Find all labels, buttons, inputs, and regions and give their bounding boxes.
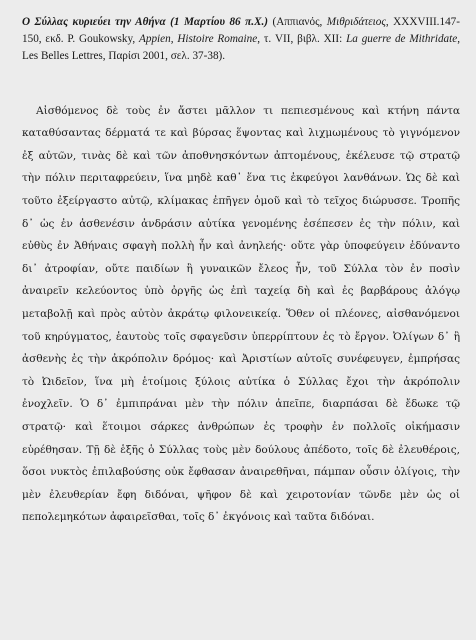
citation-source-pre: (Αππιανός, bbox=[268, 16, 327, 28]
citation-source-post: , Les Belles Lettres, Παρίσι 2001, σελ. 37-38). bbox=[22, 33, 461, 63]
citation bbox=[22, 14, 460, 66]
citation-edition-title: Appien, Histoire Romaine bbox=[139, 33, 258, 46]
citation-source-mid2: , τ. VII, βιβλ. XII: bbox=[257, 33, 347, 46]
citation-title: Ο Σύλλας κυριεύει την Αθήνα (1 Μαρτίου 86 π.Χ.) bbox=[22, 16, 268, 28]
greek-passage: Αἰσθόμενος δὲ τοὺς ἐν ἄστει μᾶλλον τι πεπιεσμένους καὶ κτήνη πάντα καταθύσαντας δέρματά τε καὶ βύρσας ἕψοντας καὶ λιχμωμένους τὸ γιγνόμενον ἐξ αὐτῶν, τινὰς δὲ καὶ τῶν ἀποθνησκόντων ἀπτομένους, ἐκέλευσε τῷ στρατῷ τὴν πόλιν περιταφρεύειν, ἵνα μηδὲ καθ᾽ ἕνα τις ἐκφεύγοι λανθάνων. Ὡς δὲ καὶ τοῦτο ἐξείργαστο αὐτῷ, κλίμακας ἐπῆγεν ὁμοῦ καὶ τὸ τεῖχος διώρυσσε. Τροπῆς δ᾽ ὡς ἐν ἀσθενέσιν ἀνδράσιν αὐτίκα γενομένης ἐσέπεσεν ἐς τὴν πόλιν, καὶ εὐθὺς ἐν Ἀθήναις σφαγὴ πολλὴ ἦν καὶ ἀνηλεής· οὔτε γὰρ ὑποφεύγειν ἐδύναντο δι᾽ ἀτροφίαν, οὔτε παιδίων ἢ γυναικῶν ἔλεος ἦν, τοῦ Σύλλα τὸν ἐν ποσὶν ἀναιρεῖν κελεύοντος ὑπὸ ὀργῆς ὡς ἐπὶ ταχείᾳ δὴ καὶ ἐς βαρβάρους ἀλόγῳ μεταβολῇ καὶ πρὸς αὐτὸν ἀκράτῳ φιλονεικείᾳ. Ὅθεν οἱ πλέονες, αἰσθανόμενοι τοῦ κηρύγματος, ἑαυτοὺς τοῖς σφαγεῦσιν ὑπερρίπτουν ἐς τὸ ἔργον. Ὀλίγων δ᾽ ἢ ἀσθενὴς ἐς τὴν ἀκρόπολιν δρόμος· καὶ Ἀριστίων αὐτοῖς συνέφευγεν, ἐμπρήσας τὸ Ὠιδεῖον, ἵνα μὴ ἑτοίμοις ξύλοις αὐτίκα ὁ Σύλλας ἔχοι τὴν ἀκρόπολιν ἐνοχλεῖν. Ὁ δ᾽ ἐμπιπράναι μὲν τὴν πόλιν ἀπεῖπε, διαρπάσαι δὲ ἔδωκε τῷ στρατῷ· καὶ ἕτοιμοι σάρκες ἀνθρώπων ἐς τροφὴν ἐν πολλοῖς οἰκήμασιν εὑρέθησαν. Τῇ δὲ ἑξῆς ὁ Σύλλας τοὺς μὲν δούλους ἀπέδοτο, τοῖς δὲ ἐλευθέροις, ὅσοι νυκτὸς ἐπιλαβούσης οὐκ ἔφθασαν ἀναιρεθῆναι, πάμπαν οὖσιν ὀλίγοις, τὴν μὲν ἐλευθερίαν ἔφη διδόναι, ψῆφον δὲ καὶ χειροτονίαν τῶνδε μὲν ὡς οἱ πεπολεμηκότων ἀφαιρεῖσθαι, τοῖς δ᾽ ἐκγόνοις καὶ ταῦτα διδόναι. bbox=[22, 104, 460, 524]
citation-source-mid1: , XXXVIII.147-150, εκδ. P. Goukowsky, bbox=[22, 16, 460, 46]
citation-volume-title: La guerre de Mithridate bbox=[346, 33, 458, 46]
citation-work: Μιθριδάτειος bbox=[326, 16, 386, 28]
